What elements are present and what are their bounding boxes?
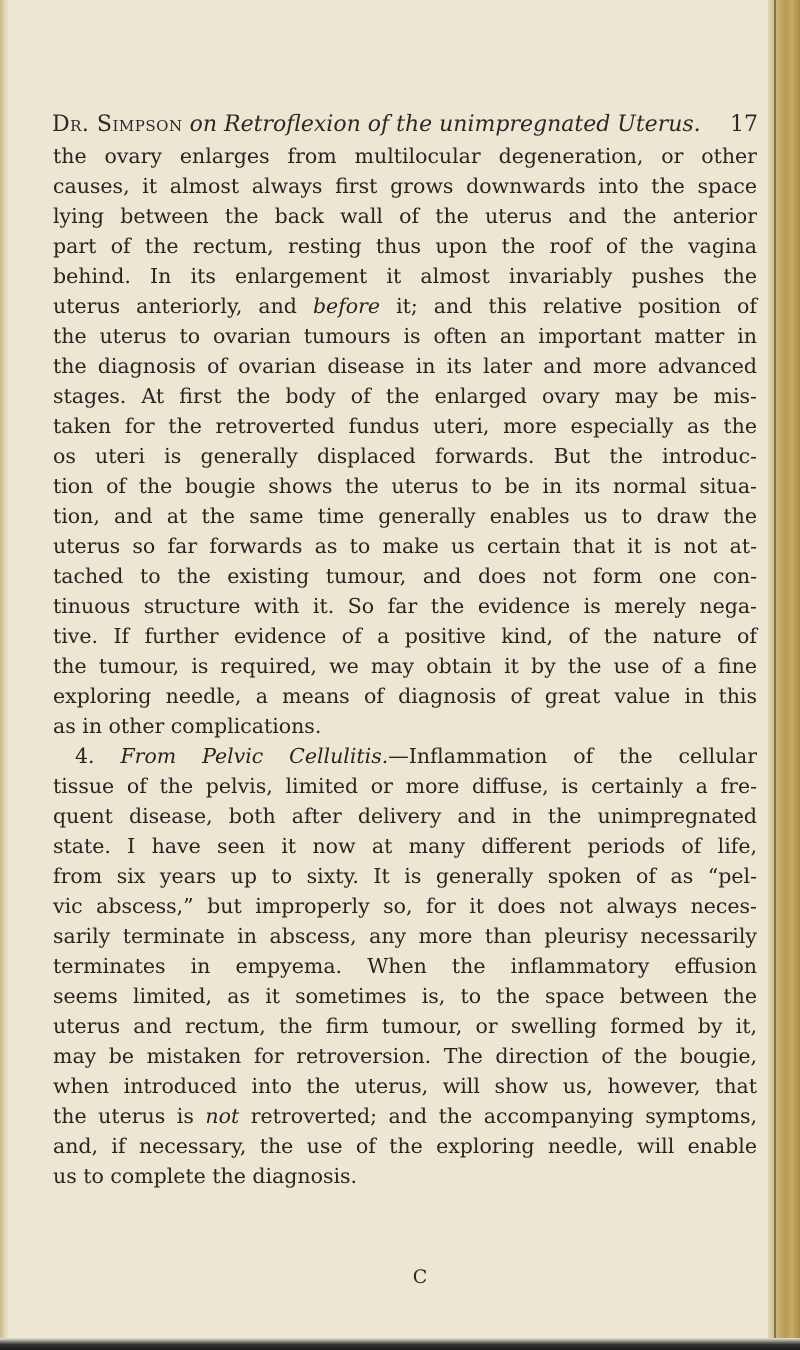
text-line: the diagnosis of ovarian disease in its later and more advanced [53,354,757,378]
text-line: taken for the retroverted fundus uteri, more especially as the [53,414,757,438]
page-edge [768,0,800,1350]
text-line: and, if necessary, the use of the exploring needle, will enable [53,1134,757,1158]
text-line: stages. At first the body of the enlarged ovary may be mis- [53,384,757,408]
text-line: os uteri is generally displaced forwards. But the introduc- [53,444,757,468]
text-line: the ovary enlarges from multilocular degeneration, or other [53,144,757,168]
text-line: tinuous structure with it. So far the evidence is merely nega- [53,594,757,618]
page-gutter [0,0,9,1350]
text-line: sarily terminate in abscess, any more than pleurisy necessarily [53,924,757,948]
page-edge-line [774,0,776,1350]
page-bottom-shadow [0,1338,800,1350]
text-line: uterus anteriorly, and before it; and this relative position of [53,294,757,318]
text-line: causes, it almost always first grows downwards into the space [53,174,757,198]
page-number: 17 [730,112,758,137]
text-line: from six years up to sixty. It is generally spoken of as “pel- [53,864,757,888]
running-header [52,112,758,137]
text-line: the uterus is not retroverted; and the accompanying symptoms, [53,1104,757,1128]
text-line: when introduced into the uterus, will show us, however, that [53,1074,757,1098]
text-line: us to complete the diagnosis. [53,1164,358,1188]
text-line: 4. From Pelvic Cellulitis.—Inflammation of the cellular [75,744,758,768]
text-line: vic abscess,” but improperly so, for it does not always neces- [53,894,757,918]
text-line: behind. In its enlargement it almost invariably pushes the [53,264,757,288]
text-line: as in other complications. [53,714,322,738]
title-prefix: on [189,112,217,137]
signature-mark: C [412,1266,428,1288]
article-title: Retroflexion of the unimpregnated Uterus. [224,112,701,137]
text-line: state. I have seen it now at many different periods of life, [53,834,757,858]
author-name: Dr. Simpson [52,112,183,137]
text-line: terminates in empyema. When the inflammatory effusion [53,954,757,978]
text-line: quent disease, both after delivery and in the unimpregnated [53,804,757,828]
text-line: lying between the back wall of the uterus and the anterior [53,204,757,228]
text-line: may be mistaken for retroversion. The direction of the bougie, [53,1044,757,1068]
text-line: tion of the bougie shows the uterus to be in its normal situa- [53,474,757,498]
body-text [53,141,757,1191]
text-line: exploring needle, a means of diagnosis of great value in this [53,684,757,708]
text-line: the uterus to ovarian tumours is often an important matter in [53,324,757,348]
text-line: the tumour, is required, we may obtain it by the use of a fine [53,654,757,678]
text-line: seems limited, as it sometimes is, to the space between the [53,984,757,1008]
text-line: uterus so far forwards as to make us certain that it is not at- [53,534,757,558]
text-line: tached to the existing tumour, and does not form one con- [53,564,757,588]
text-line: tissue of the pelvis, limited or more diffuse, is certainly a fre- [53,774,757,798]
text-line: tion, and at the same time generally enables us to draw the [53,504,757,528]
text-line: tive. If further evidence of a positive kind, of the nature of [53,624,757,648]
running-title [52,112,701,137]
text-line: uterus and rectum, the firm tumour, or swelling formed by it, [53,1014,757,1038]
text-line: part of the rectum, resting thus upon the roof of the vagina [53,234,757,258]
